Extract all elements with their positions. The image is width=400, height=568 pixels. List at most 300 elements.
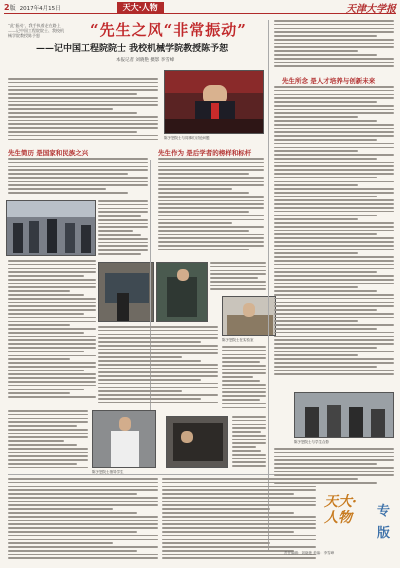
text-line <box>274 105 394 107</box>
text-line <box>274 370 394 372</box>
caption-3: 陈予恕院士指导学生 <box>92 470 124 474</box>
text-line <box>222 361 260 363</box>
text-line <box>274 456 394 458</box>
photo-workshop-1 <box>98 262 154 322</box>
text-line <box>232 431 261 433</box>
text-line <box>274 452 394 454</box>
text-line <box>8 482 158 484</box>
text-line <box>274 233 377 235</box>
text-line <box>8 123 158 125</box>
text-line <box>8 184 148 186</box>
text-line <box>274 245 394 247</box>
text-line <box>158 203 264 205</box>
text-line <box>274 362 394 364</box>
text-line <box>8 339 96 341</box>
text-line <box>8 414 88 416</box>
caption-1: 陈予恕院士与同事们讨论问题 <box>164 136 210 140</box>
text-line <box>8 362 96 364</box>
text-line <box>8 309 96 311</box>
text-line <box>274 275 394 277</box>
text-line <box>274 154 394 156</box>
text-line <box>98 330 218 332</box>
text-line <box>98 368 218 370</box>
text-line <box>8 181 148 183</box>
text-line <box>8 268 96 270</box>
text-line <box>274 215 377 217</box>
text-line <box>8 271 96 273</box>
photo-lab-coat <box>92 410 156 468</box>
text-line <box>98 242 148 244</box>
text-line <box>274 302 394 304</box>
text-line <box>98 211 148 213</box>
text-line <box>8 324 70 326</box>
text-line <box>8 328 96 330</box>
caption-2: 陈予恕院士在实验室 <box>222 338 254 342</box>
text-line <box>98 390 182 392</box>
text-line <box>232 446 256 448</box>
text-line <box>8 433 88 435</box>
text-line <box>8 459 88 461</box>
text-line <box>98 337 218 339</box>
text-line <box>98 352 218 354</box>
text-line <box>8 489 158 491</box>
text-line <box>158 211 249 213</box>
text-line <box>210 288 266 290</box>
photo-group-factory <box>6 200 96 256</box>
text-line <box>8 535 158 537</box>
text-line <box>210 281 266 283</box>
text-line <box>98 200 148 202</box>
text-line <box>274 58 394 60</box>
text-line <box>274 177 377 179</box>
text-line <box>274 50 358 52</box>
text-line <box>8 313 84 315</box>
text-line <box>162 557 316 559</box>
text-line <box>274 192 394 194</box>
text-line <box>8 321 96 323</box>
text-line <box>274 150 358 152</box>
text-line <box>274 320 358 322</box>
text-line <box>274 347 377 349</box>
text-line <box>8 370 84 372</box>
text-line <box>158 177 264 179</box>
text-line <box>274 203 394 205</box>
text-line <box>162 535 316 537</box>
text-line <box>8 294 84 296</box>
text-line <box>98 215 141 217</box>
text-line <box>98 208 148 210</box>
text-line <box>274 116 358 118</box>
headline-subtitle: ——记中国工程院院士 我校机械学院教授陈予恕 <box>36 44 229 54</box>
text-line <box>274 62 394 64</box>
text-line <box>98 326 218 328</box>
text-line <box>98 402 218 404</box>
text-line <box>274 147 394 149</box>
text-line <box>158 234 264 236</box>
text-line <box>274 128 394 130</box>
text-line <box>158 188 232 190</box>
text-line <box>8 97 158 99</box>
text-line <box>222 391 266 393</box>
text-line <box>8 101 158 103</box>
text-line <box>8 173 128 175</box>
text-line <box>222 380 260 382</box>
text-column <box>222 346 266 412</box>
text-line <box>158 181 264 183</box>
text-line <box>8 527 158 529</box>
text-line <box>8 410 88 412</box>
text-line <box>162 546 316 548</box>
text-line <box>210 285 266 287</box>
text-line <box>274 39 394 41</box>
text-line <box>222 403 266 405</box>
text-line <box>274 351 394 353</box>
text-line <box>274 309 377 311</box>
text-line <box>8 275 84 277</box>
text-line <box>158 169 264 171</box>
text-line <box>158 166 264 168</box>
text-line <box>274 256 394 258</box>
text-line <box>98 334 218 336</box>
text-line <box>8 120 158 122</box>
text-line <box>222 399 260 401</box>
text-column <box>8 410 88 472</box>
section-head-2: 先生简历 是国家和民族之兴 <box>8 149 89 157</box>
text-line <box>8 539 158 541</box>
text-line <box>8 455 88 457</box>
text-line <box>8 448 88 450</box>
photo-student-group <box>294 392 394 438</box>
text-line <box>274 162 394 164</box>
text-line <box>98 387 218 389</box>
text-line <box>274 35 377 37</box>
issue-date: 2017年4月15日 <box>19 5 61 12</box>
text-line <box>274 336 394 338</box>
text-line <box>232 458 266 460</box>
text-line <box>98 349 218 351</box>
text-line <box>8 279 96 281</box>
text-line <box>8 523 158 525</box>
text-column <box>8 260 96 406</box>
text-line <box>274 131 394 133</box>
text-line <box>232 416 266 418</box>
text-line <box>8 557 158 559</box>
text-line <box>274 226 394 228</box>
text-line <box>274 199 394 201</box>
text-line <box>8 112 137 114</box>
text-line <box>8 550 137 552</box>
text-line <box>98 371 218 373</box>
text-line <box>98 364 218 366</box>
text-line <box>274 283 394 285</box>
text-line <box>8 78 158 80</box>
text-line <box>8 421 88 423</box>
text-line <box>8 332 84 334</box>
text-line <box>8 516 158 518</box>
text-line <box>98 341 201 343</box>
text-line <box>8 429 88 431</box>
text-line <box>158 215 264 217</box>
text-line <box>162 501 316 503</box>
text-line <box>274 86 394 88</box>
text-column <box>158 158 264 258</box>
text-line <box>8 389 84 391</box>
text-line <box>274 31 394 33</box>
text-line <box>158 200 264 202</box>
text-line <box>158 196 264 198</box>
row-divider <box>8 474 316 475</box>
text-line <box>274 317 394 319</box>
text-line <box>274 448 394 450</box>
text-line <box>8 104 158 106</box>
section-label: 天大·人物 <box>117 2 164 13</box>
text-line <box>8 436 88 438</box>
text-column <box>8 158 148 198</box>
text-line <box>274 124 394 126</box>
text-line <box>158 226 264 228</box>
text-line <box>274 169 394 171</box>
text-line <box>98 226 148 228</box>
photo-portrait-podium <box>164 70 264 134</box>
text-column <box>274 86 394 386</box>
text-line <box>162 486 316 488</box>
text-line <box>8 286 96 288</box>
text-line <box>8 177 148 179</box>
text-line <box>8 305 96 307</box>
text-line <box>8 108 113 110</box>
text-line <box>274 339 394 341</box>
text-line <box>274 343 394 345</box>
text-line <box>274 230 394 232</box>
text-line <box>274 268 394 270</box>
text-line <box>8 381 96 383</box>
text-line <box>8 554 158 556</box>
text-line <box>158 184 264 186</box>
text-line <box>162 489 316 491</box>
text-line <box>98 245 148 247</box>
text-line <box>98 234 141 236</box>
text-line <box>274 158 377 160</box>
text-line <box>274 222 394 224</box>
text-line <box>8 501 158 503</box>
text-line <box>274 264 394 266</box>
text-line <box>8 358 70 360</box>
text-line <box>8 385 96 387</box>
text-line <box>8 336 96 338</box>
text-line <box>8 396 96 398</box>
text-line <box>162 482 316 484</box>
text-line <box>232 420 266 422</box>
text-line <box>222 350 266 352</box>
text-line <box>274 366 377 368</box>
text-line <box>222 369 266 371</box>
text-line <box>8 131 137 133</box>
text-line <box>162 531 294 533</box>
text-line <box>232 461 266 463</box>
text-line <box>232 450 261 452</box>
photo-machinery <box>166 416 228 468</box>
column-divider <box>268 20 269 550</box>
text-line <box>8 546 158 548</box>
text-line <box>274 46 394 48</box>
text-line <box>8 425 77 427</box>
text-line <box>8 463 77 465</box>
text-line <box>274 188 394 190</box>
text-line <box>8 188 106 190</box>
text-line <box>8 486 158 488</box>
text-line <box>222 376 253 378</box>
caption-4: 陈予恕院士与学生合影 <box>294 440 329 444</box>
text-column <box>8 478 158 564</box>
text-line <box>274 332 394 334</box>
text-line <box>8 158 148 160</box>
text-line <box>8 542 113 544</box>
text-column <box>8 78 158 144</box>
text-line <box>274 305 394 307</box>
text-line <box>222 346 266 348</box>
text-line <box>274 20 394 22</box>
text-line <box>274 109 394 111</box>
text-column <box>98 200 148 258</box>
text-line <box>162 508 270 510</box>
text-line <box>8 298 96 300</box>
text-line <box>222 407 266 409</box>
text-line <box>8 444 77 446</box>
text-line <box>162 550 294 552</box>
text-line <box>274 249 394 251</box>
text-line <box>158 245 264 247</box>
text-line <box>8 478 158 480</box>
text-line <box>162 497 316 499</box>
text-line <box>274 97 394 99</box>
text-line <box>210 273 266 275</box>
text-line <box>8 135 158 137</box>
text-line <box>274 94 394 96</box>
text-line <box>274 286 358 288</box>
text-line <box>162 539 316 541</box>
text-line <box>158 241 264 243</box>
text-line <box>98 204 148 206</box>
text-line <box>274 218 358 220</box>
text-line <box>8 467 88 469</box>
text-line <box>98 398 201 400</box>
text-column <box>210 262 266 292</box>
text-line <box>8 366 96 368</box>
text-line <box>162 523 316 525</box>
text-line <box>158 237 264 239</box>
text-line <box>274 313 394 315</box>
photo-workshop-2 <box>156 262 208 322</box>
text-line <box>8 260 96 262</box>
text-line <box>98 394 218 396</box>
text-line <box>274 463 377 465</box>
text-column <box>274 20 394 72</box>
text-line <box>8 351 84 353</box>
editor-credit: 责任编辑：刘晓艳 美编：李雪峰 <box>284 551 335 555</box>
text-line <box>162 493 294 495</box>
text-line <box>8 508 113 510</box>
text-line <box>8 493 137 495</box>
text-line <box>162 527 316 529</box>
text-line <box>274 471 394 473</box>
text-line <box>158 173 249 175</box>
text-line <box>8 192 128 194</box>
text-line <box>274 54 377 56</box>
text-line <box>158 207 264 209</box>
text-line <box>274 279 394 281</box>
text-line <box>8 347 96 349</box>
text-line <box>274 290 377 292</box>
text-line <box>8 89 158 91</box>
text-line <box>274 459 394 461</box>
text-line <box>210 262 266 264</box>
text-line <box>8 373 96 375</box>
text-line <box>162 542 270 544</box>
text-line <box>274 165 394 167</box>
text-line <box>8 452 88 454</box>
text-line <box>274 474 394 476</box>
text-line <box>274 120 377 122</box>
text-line <box>274 324 394 326</box>
text-line <box>222 388 266 390</box>
text-line <box>274 373 394 375</box>
text-line <box>274 184 358 186</box>
text-line <box>232 442 266 444</box>
text-line <box>8 512 137 514</box>
text-line <box>274 298 394 300</box>
text-line <box>98 230 133 232</box>
text-line <box>274 196 377 198</box>
byline: 本报记者 刘晓艳 摄影 李雪峰 <box>116 58 175 63</box>
text-line <box>274 241 394 243</box>
text-line <box>98 379 201 381</box>
text-line <box>210 277 258 279</box>
text-line <box>8 531 137 533</box>
text-line <box>274 358 394 360</box>
text-line <box>8 343 96 345</box>
special-zhuan: 专 <box>376 504 390 519</box>
text-line <box>232 435 266 437</box>
text-line <box>8 116 158 118</box>
text-line <box>274 328 377 330</box>
page-number: 2版 <box>4 3 16 12</box>
text-line <box>8 418 88 420</box>
text-column <box>232 416 266 472</box>
text-line <box>274 271 377 273</box>
text-line <box>98 375 218 377</box>
text-line <box>98 356 182 358</box>
text-line <box>274 43 394 45</box>
text-line <box>158 219 264 221</box>
text-line <box>274 211 394 213</box>
text-line <box>274 101 377 103</box>
text-line <box>274 28 394 30</box>
text-line <box>98 238 148 240</box>
text-line <box>8 139 158 141</box>
text-line <box>274 467 394 469</box>
text-line <box>274 260 394 262</box>
text-line <box>222 365 266 367</box>
text-line <box>162 516 316 518</box>
text-line <box>274 139 377 141</box>
text-line <box>8 520 158 522</box>
text-line <box>98 253 141 255</box>
text-line <box>162 478 316 480</box>
text-line <box>8 317 96 319</box>
text-line <box>158 222 232 224</box>
text-line <box>222 354 266 356</box>
text-line <box>8 82 158 84</box>
